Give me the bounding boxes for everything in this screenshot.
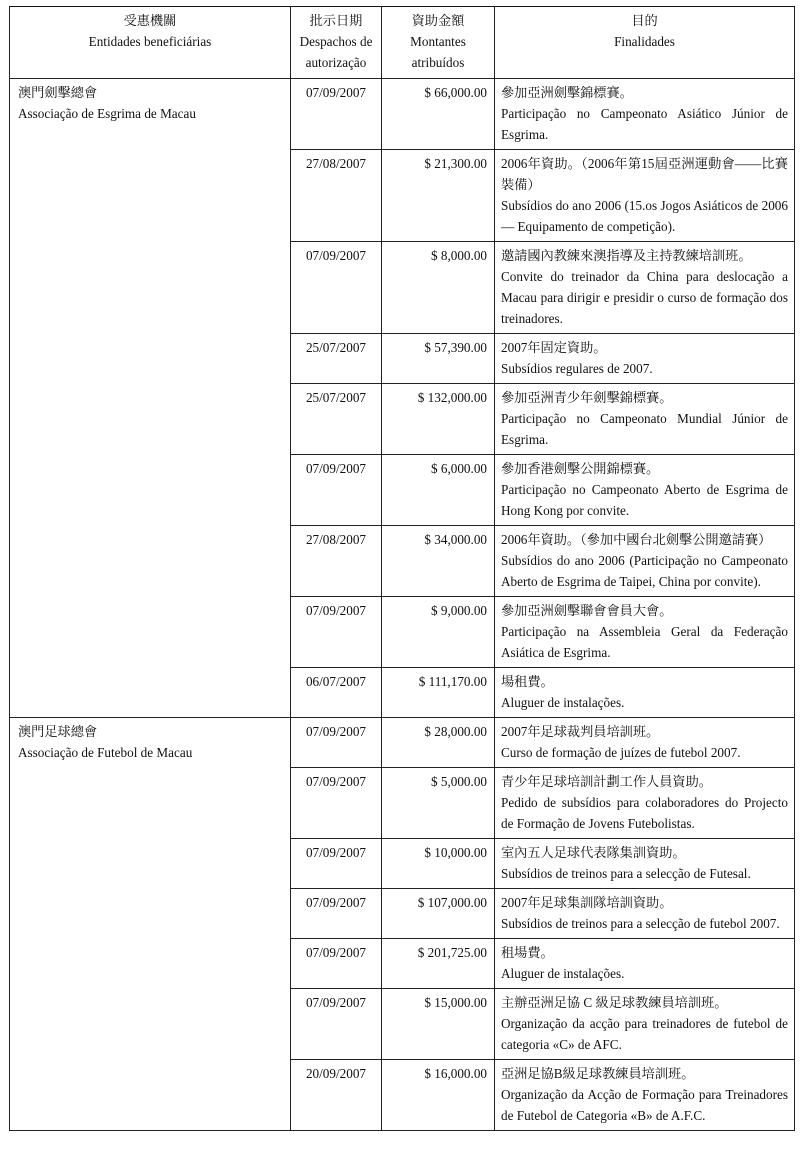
purpose-pt: Participação no Campeonato Mundial Júnior de Esgrima. bbox=[501, 411, 788, 447]
entity-name-zh: 澳門足球總會 bbox=[18, 724, 98, 739]
table-header-row bbox=[10, 7, 795, 79]
date-cell: 25/07/2007 bbox=[291, 384, 382, 455]
purpose-pt: Aluguer de instalações. bbox=[501, 966, 625, 981]
purpose-cell bbox=[495, 242, 795, 334]
entity-name-pt: Associação de Futebol de Macau bbox=[18, 745, 193, 760]
table-row bbox=[10, 718, 795, 768]
purpose-pt: Participação no Campeonato Aberto de Esgrima de Hong Kong por convite. bbox=[501, 482, 788, 518]
entity-name-zh: 澳門劍擊總會 bbox=[18, 85, 98, 100]
purpose-pt: Subsídios de treinos para a selecção de futebol 2007. bbox=[501, 916, 780, 931]
amount-cell: $ 21,300.00 bbox=[382, 150, 495, 242]
amount-cell: $ 66,000.00 bbox=[382, 79, 495, 150]
table-body bbox=[10, 79, 795, 1131]
purpose-zh: 2006年資助。（參加中國台北劍擊公開邀請賽） bbox=[501, 532, 772, 547]
header-amount-pt-1: Montantes bbox=[410, 34, 466, 49]
purpose-pt: Participação na Assembleia Geral da Federação Asiática de Esgrima. bbox=[501, 624, 788, 660]
purpose-zh: 2007年固定資助。 bbox=[501, 340, 607, 355]
purpose-zh: 主辦亞洲足協 C 級足球教練員培訓班。 bbox=[501, 995, 728, 1010]
purpose-cell bbox=[495, 526, 795, 597]
entity-cell bbox=[10, 79, 291, 718]
table-row bbox=[10, 79, 795, 150]
amount-cell: $ 34,000.00 bbox=[382, 526, 495, 597]
date-cell: 07/09/2007 bbox=[291, 889, 382, 939]
date-cell: 07/09/2007 bbox=[291, 939, 382, 989]
purpose-zh: 參加香港劍擊公開錦標賽。 bbox=[501, 461, 660, 476]
amount-cell: $ 9,000.00 bbox=[382, 597, 495, 668]
purpose-zh: 亞洲足協B級足球教練員培訓班。 bbox=[501, 1066, 695, 1081]
header-date-pt-1: Despachos de bbox=[299, 34, 373, 49]
purpose-cell bbox=[495, 455, 795, 526]
header-amount-zh: 資助金額 bbox=[411, 13, 465, 28]
amount-cell: $ 201,725.00 bbox=[382, 939, 495, 989]
header-purpose-zh: 目的 bbox=[631, 13, 658, 28]
amount-cell: $ 8,000.00 bbox=[382, 242, 495, 334]
purpose-zh: 2007年足球集訓隊培訓資助。 bbox=[501, 895, 673, 910]
header-entity bbox=[10, 7, 291, 79]
amount-cell: $ 107,000.00 bbox=[382, 889, 495, 939]
purpose-zh: 2006年資助。（2006年第15屆亞洲運動會——比賽裝備） bbox=[501, 156, 788, 192]
date-cell: 07/09/2007 bbox=[291, 455, 382, 526]
purpose-cell bbox=[495, 1060, 795, 1131]
date-cell: 06/07/2007 bbox=[291, 668, 382, 718]
amount-cell: $ 111,170.00 bbox=[382, 668, 495, 718]
purpose-zh: 室內五人足球代表隊集訓資助。 bbox=[501, 845, 686, 860]
header-date-zh: 批示日期 bbox=[309, 13, 363, 28]
header-date-pt-2: autorização bbox=[305, 55, 367, 70]
amount-cell: $ 16,000.00 bbox=[382, 1060, 495, 1131]
amount-cell: $ 132,000.00 bbox=[382, 384, 495, 455]
purpose-zh: 2007年足球裁判員培訓班。 bbox=[501, 724, 660, 739]
purpose-cell bbox=[495, 384, 795, 455]
purpose-zh: 參加亞洲劍擊錦標賽。 bbox=[501, 85, 633, 100]
purpose-pt: Subsídios do ano 2006 (Participação no Campeonato Aberto de Esgrima de Taipei, China por convite). bbox=[501, 553, 788, 589]
purpose-cell bbox=[495, 718, 795, 768]
purpose-cell bbox=[495, 79, 795, 150]
purpose-pt: Convite do treinador da China para deslocação a Macau para dirigir e presidir o curso de formação dos treinadores. bbox=[501, 269, 788, 326]
purpose-zh: 青少年足球培訓計劃工作人員資助。 bbox=[501, 774, 712, 789]
date-cell: 07/09/2007 bbox=[291, 597, 382, 668]
amount-cell: $ 6,000.00 bbox=[382, 455, 495, 526]
header-amount bbox=[382, 7, 495, 79]
header-amount-pt-2: atribuídos bbox=[411, 55, 465, 70]
purpose-cell bbox=[495, 839, 795, 889]
date-cell: 07/09/2007 bbox=[291, 242, 382, 334]
purpose-cell bbox=[495, 989, 795, 1060]
purpose-cell bbox=[495, 939, 795, 989]
purpose-pt: Participação no Campeonato Asiático Júnior de Esgrima. bbox=[501, 106, 788, 142]
amount-cell: $ 5,000.00 bbox=[382, 768, 495, 839]
purpose-cell bbox=[495, 889, 795, 939]
date-cell: 20/09/2007 bbox=[291, 1060, 382, 1131]
entity-name-pt: Associação de Esgrima de Macau bbox=[18, 106, 196, 121]
header-purpose-pt: Finalidades bbox=[614, 34, 675, 49]
date-cell: 07/09/2007 bbox=[291, 718, 382, 768]
document-page bbox=[9, 6, 794, 1131]
purpose-cell bbox=[495, 150, 795, 242]
date-cell: 27/08/2007 bbox=[291, 150, 382, 242]
header-entity-zh: 受惠機關 bbox=[123, 13, 177, 28]
purpose-pt: Curso de formação de juízes de futebol 2007. bbox=[501, 745, 741, 760]
purpose-zh: 租場費。 bbox=[501, 945, 554, 960]
amount-cell: $ 10,000.00 bbox=[382, 839, 495, 889]
entity-cell bbox=[10, 718, 291, 1131]
purpose-pt: Organização da Acção de Formação para Treinadores de Futebol de Categoria «B» de A.F.C. bbox=[501, 1087, 788, 1123]
purpose-pt: Subsídios de treinos para a selecção de Futesal. bbox=[501, 866, 751, 881]
amount-cell: $ 28,000.00 bbox=[382, 718, 495, 768]
purpose-pt: Subsídios do ano 2006 (15.os Jogos Asiáticos de 2006 — Equipamento de competição). bbox=[501, 198, 788, 234]
purpose-pt: Aluguer de instalações. bbox=[501, 695, 625, 710]
amount-cell: $ 15,000.00 bbox=[382, 989, 495, 1060]
subsidies-table bbox=[9, 6, 795, 1131]
header-date bbox=[291, 7, 382, 79]
purpose-pt: Organização da acção para treinadores de futebol de categoria «C» de AFC. bbox=[501, 1016, 788, 1052]
amount-cell: $ 57,390.00 bbox=[382, 334, 495, 384]
purpose-cell bbox=[495, 597, 795, 668]
date-cell: 07/09/2007 bbox=[291, 839, 382, 889]
date-cell: 27/08/2007 bbox=[291, 526, 382, 597]
purpose-pt: Subsídios regulares de 2007. bbox=[501, 361, 653, 376]
purpose-pt: Pedido de subsídios para colaboradores do Projecto de Formação de Jovens Futebolistas. bbox=[501, 795, 788, 831]
date-cell: 07/09/2007 bbox=[291, 989, 382, 1060]
date-cell: 07/09/2007 bbox=[291, 768, 382, 839]
purpose-zh: 參加亞洲青少年劍擊錦標賽。 bbox=[501, 390, 673, 405]
purpose-cell bbox=[495, 768, 795, 839]
purpose-zh: 邀請國內教練來澳指導及主持教練培訓班。 bbox=[501, 248, 752, 263]
header-purpose bbox=[495, 7, 795, 79]
purpose-cell bbox=[495, 334, 795, 384]
date-cell: 25/07/2007 bbox=[291, 334, 382, 384]
purpose-cell bbox=[495, 668, 795, 718]
purpose-zh: 場租費。 bbox=[501, 674, 554, 689]
date-cell: 07/09/2007 bbox=[291, 79, 382, 150]
header-entity-pt: Entidades beneficiárias bbox=[88, 34, 212, 49]
purpose-zh: 參加亞洲劍擊聯會會員大會。 bbox=[501, 603, 673, 618]
